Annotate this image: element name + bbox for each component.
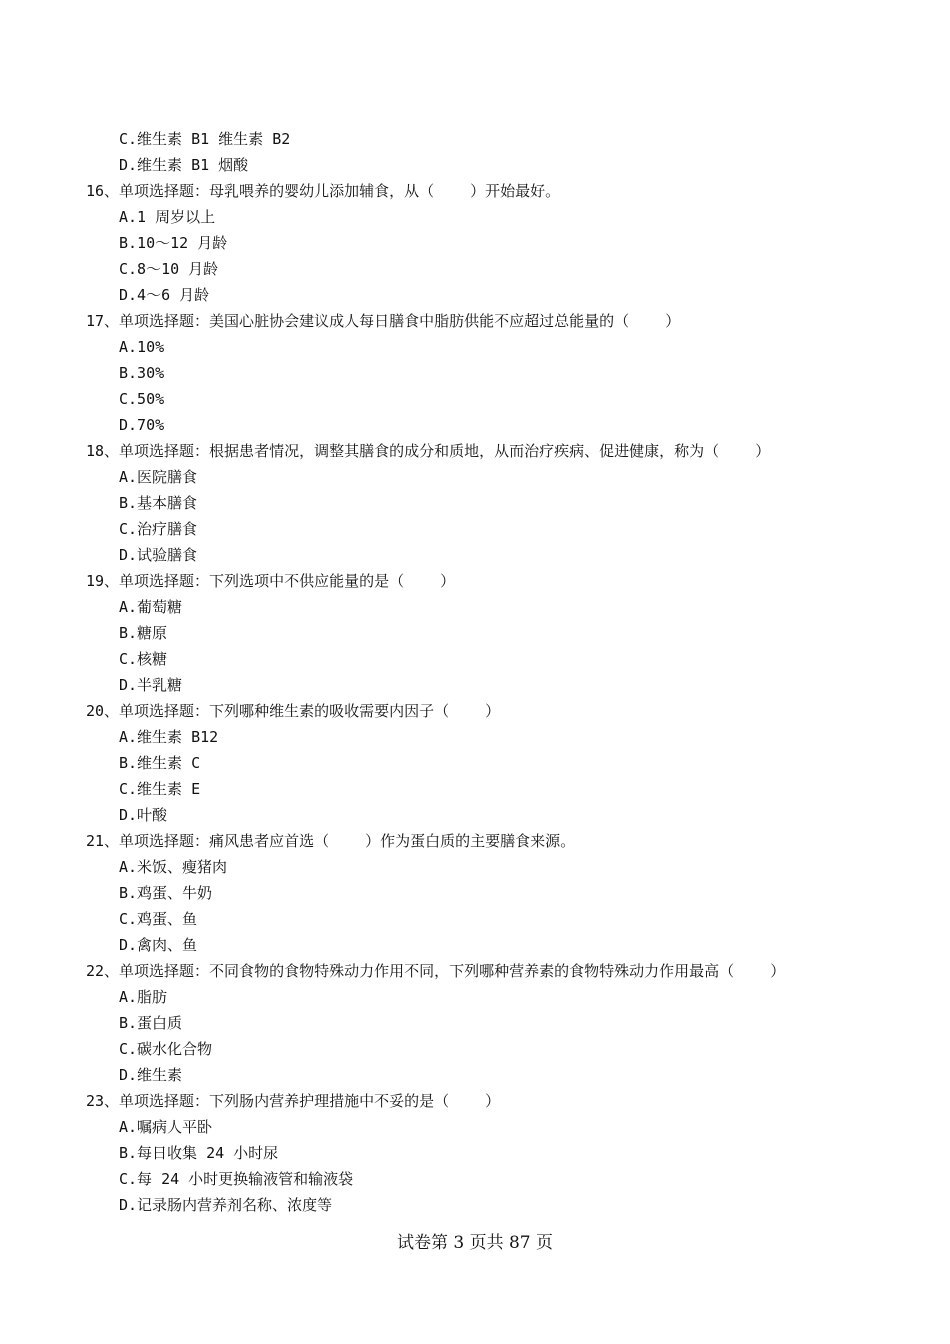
question-19: 19、单项选择题：下列选项中不供应能量的是（ ）: [86, 572, 456, 590]
question-18: 18、单项选择题：根据患者情况，调整其膳食的成分和质地，从而治疗疾病、促进健康，称为（ ）: [86, 442, 771, 460]
option: D.4～6 月龄: [119, 286, 210, 304]
option: B.10～12 月龄: [119, 234, 228, 252]
option: C.8～10 月龄: [119, 260, 219, 278]
option: D.禽肉、鱼: [119, 936, 198, 954]
option: A.米饭、瘦猪肉: [119, 858, 228, 876]
option: D.叶酸: [119, 806, 168, 824]
option: B.维生素 C: [119, 754, 201, 772]
option: C.维生素 B1 维生素 B2: [119, 130, 291, 148]
question-16: 16、单项选择题：母乳喂养的婴幼儿添加辅食，从（ ）开始最好。: [86, 182, 561, 200]
option: A.维生素 B12: [119, 728, 219, 746]
option: B.基本膳食: [119, 494, 198, 512]
option: C.鸡蛋、鱼: [119, 910, 198, 928]
question-23: 23、单项选择题：下列肠内营养护理措施中不妥的是（ ）: [86, 1092, 501, 1110]
option: B.糖原: [119, 624, 168, 642]
option: C.碳水化合物: [119, 1040, 213, 1058]
option: C.治疗膳食: [119, 520, 198, 538]
option: A.医院膳食: [119, 468, 198, 486]
option: A.嘱病人平卧: [119, 1118, 213, 1136]
option: A.葡萄糖: [119, 598, 183, 616]
option: D.维生素: [119, 1066, 183, 1084]
option: A.1 周岁以上: [119, 208, 216, 226]
option: B.每日收集 24 小时尿: [119, 1144, 279, 1162]
exam-content: [0, 126, 950, 1218]
option: C.50%: [119, 390, 165, 408]
option: D.维生素 B1 烟酸: [119, 156, 249, 174]
option: D.试验膳食: [119, 546, 198, 564]
option: C.维生素 E: [119, 780, 201, 798]
question-17: 17、单项选择题：美国心脏协会建议成人每日膳食中脂肪供能不应超过总能量的（ ）: [86, 312, 681, 330]
option: B.蛋白质: [119, 1014, 183, 1032]
option: D.记录肠内营养剂名称、浓度等: [119, 1196, 333, 1214]
option: D.70%: [119, 416, 165, 434]
option: D.半乳糖: [119, 676, 183, 694]
option: B.鸡蛋、牛奶: [119, 884, 213, 902]
question-20: 20、单项选择题：下列哪种维生素的吸收需要内因子（ ）: [86, 702, 501, 720]
option: A.10%: [119, 338, 165, 356]
option: C.核糖: [119, 650, 168, 668]
question-22: 22、单项选择题：不同食物的食物特殊动力作用不同，下列哪种营养素的食物特殊动力作用最高（ ）: [86, 962, 786, 980]
option: A.脂肪: [119, 988, 168, 1006]
question-21: 21、单项选择题：痛风患者应首选（ ）作为蛋白质的主要膳食来源。: [86, 832, 576, 850]
page-footer: 试卷第 3 页共 87 页: [396, 1233, 554, 1253]
option: B.30%: [119, 364, 165, 382]
option: C.每 24 小时更换输液管和输液袋: [119, 1170, 354, 1188]
